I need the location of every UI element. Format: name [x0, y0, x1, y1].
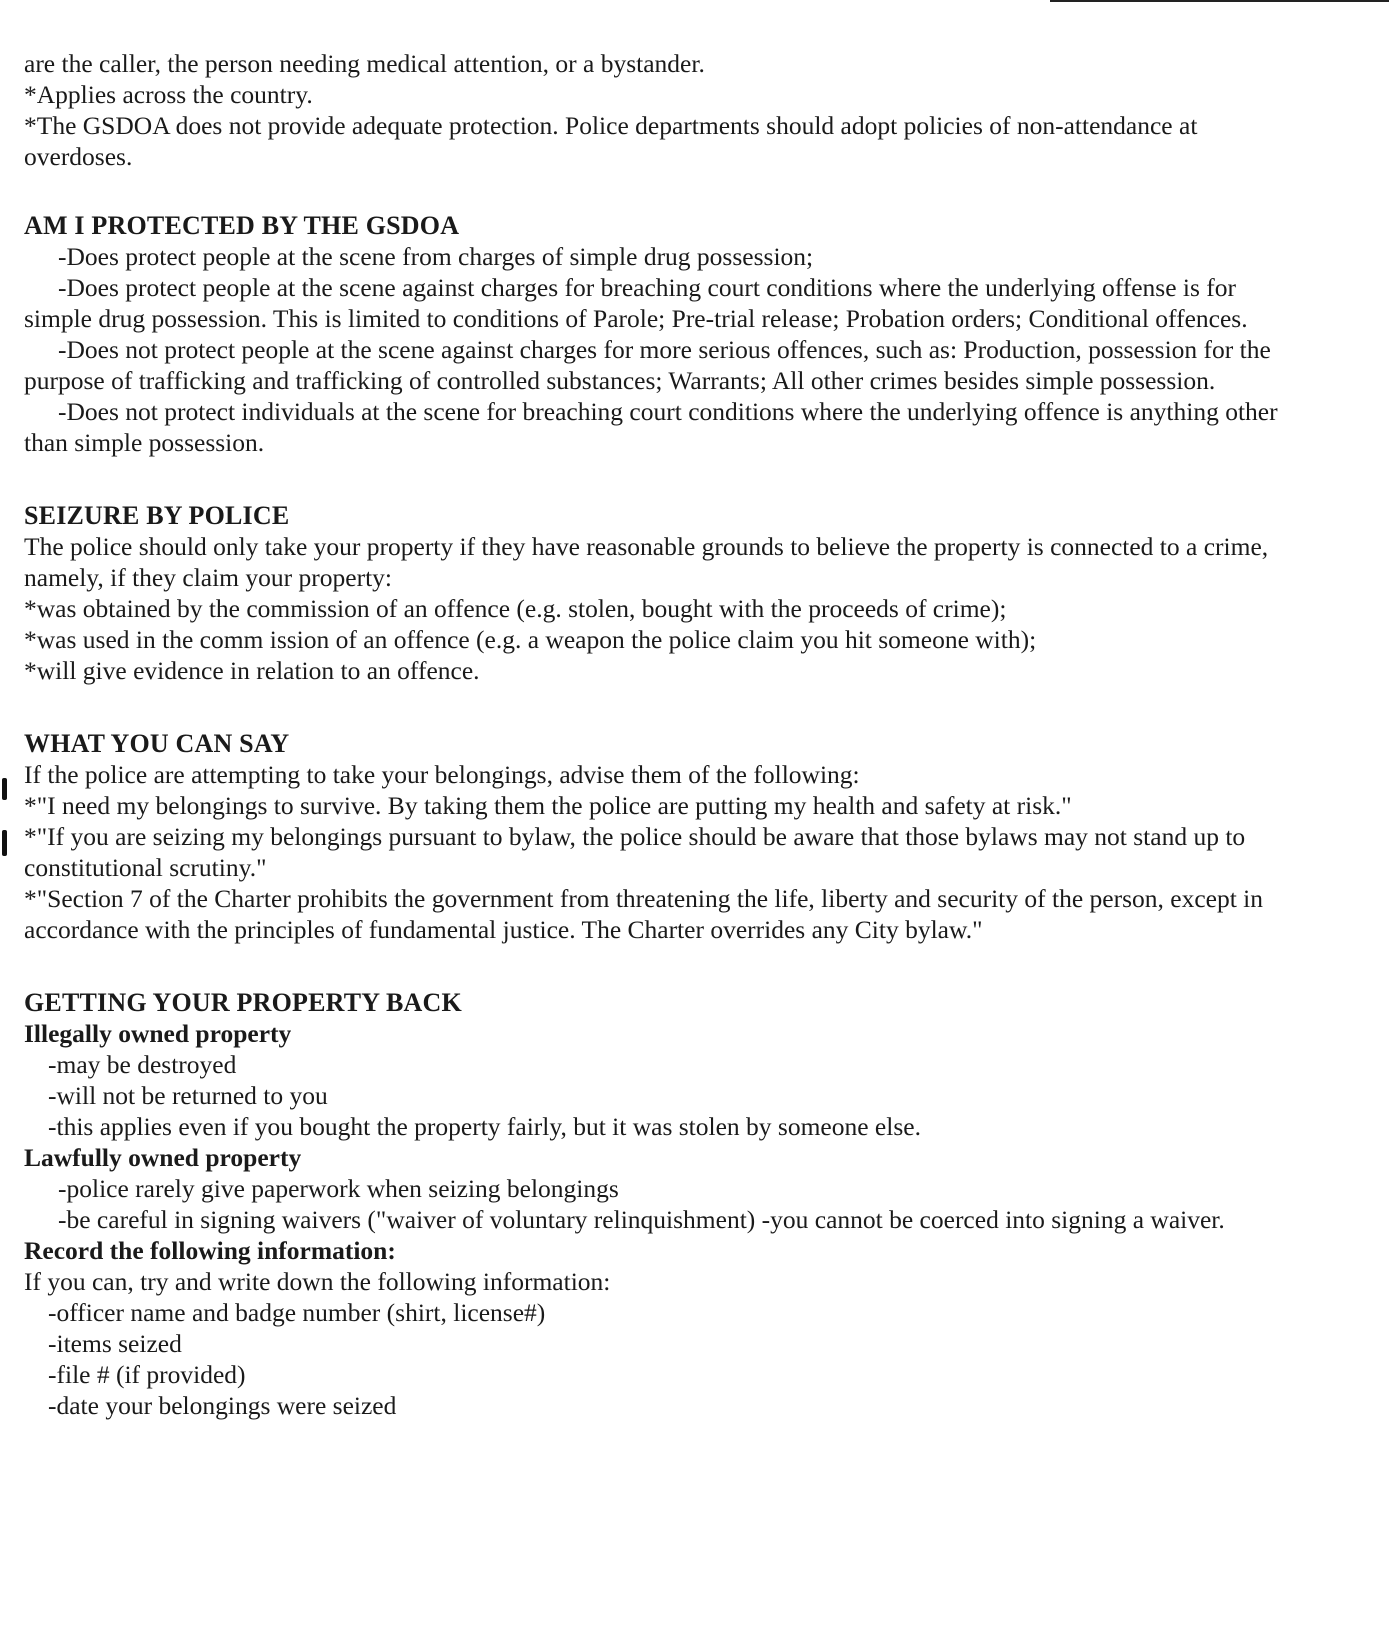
list-item: -Does protect people at the scene from charges of simple drug possession; [58, 242, 814, 271]
list-item: -officer name and badge number (shirt, license#) [48, 1298, 546, 1327]
list-item: *"If you are seizing my belongings pursuant to bylaw, the police should be aware that those bylaws may not stand up to constitutional scrutiny." [24, 822, 1246, 882]
intro-block [24, 48, 1294, 172]
list-item: -file # (if provided) [48, 1360, 246, 1389]
list-item: -may be destroyed [48, 1050, 237, 1079]
section-protected [24, 210, 1294, 458]
list-item: -will not be returned to you [48, 1081, 328, 1110]
list-item: *"Section 7 of the Charter prohibits the government from threatening the life, liberty and security of the person, except in accordance with the principles of fundamental justice. The Charter overrides any City bylaw." [24, 884, 1264, 944]
document-page [24, 48, 1294, 1421]
list-item: -date your belongings were seized [48, 1391, 397, 1420]
list-item: -Does not protect individuals at the scene for breaching court conditions where the underlying offence is anything other than simple possession. [24, 397, 1278, 457]
list-item: *was used in the comm ission of an offence (e.g. a weapon the police claim you hit someone with); [24, 625, 1037, 654]
intro-line: are the caller, the person needing medical attention, or a bystander. [24, 49, 705, 78]
list-item: -police rarely give paperwork when seizing belongings [58, 1174, 619, 1203]
section-heading: AM I PROTECTED BY THE GSDOA [24, 211, 460, 240]
intro-line: *Applies across the country. [24, 80, 313, 109]
list-item: -items seized [48, 1329, 182, 1358]
margin-mark [2, 830, 7, 856]
list-item: *was obtained by the commission of an offence (e.g. stolen, bought with the proceeds of crime); [24, 594, 1007, 623]
list-item: -be careful in signing waivers ("waiver of voluntary relinquishment) -you cannot be coerced into signing a waiver. [58, 1205, 1225, 1234]
subheading-illegal: Illegally owned property [24, 1019, 292, 1048]
section-heading: GETTING YOUR PROPERTY BACK [24, 988, 462, 1017]
section-intro: The police should only take your property if they have reasonable grounds to believe the property is connected to a crime, namely, if they claim your property: [24, 532, 1269, 592]
list-item: -Does not protect people at the scene against charges for more serious offences, such as: Production, possession for the purpose of trafficking and trafficking of controlled substances; Warrants; All other crimes besides simple possession. [24, 335, 1271, 395]
intro-line: *The GSDOA does not provide adequate protection. Police departments should adopt policies of non-attendance at overdoses. [24, 111, 1198, 171]
section-heading: SEIZURE BY POLICE [24, 501, 290, 530]
subheading-lawful: Lawfully owned property [24, 1143, 302, 1172]
section-intro: If you can, try and write down the following information: [24, 1267, 611, 1296]
section-intro: If the police are attempting to take your belongings, advise them of the following: [24, 760, 860, 789]
list-item: *will give evidence in relation to an offence. [24, 656, 480, 685]
list-item: -Does protect people at the scene against charges for breaching court conditions where the underlying offense is for simple drug possession. This is limited to conditions of Parole; Pre-trial release; Probation orders; Conditional offences. [24, 273, 1248, 333]
list-item: *"I need my belongings to survive. By taking them the police are putting my health and safety at risk." [24, 791, 1072, 820]
section-heading: WHAT YOU CAN SAY [24, 729, 290, 758]
margin-mark [2, 778, 7, 800]
list-item: -this applies even if you bought the property fairly, but it was stolen by someone else. [48, 1112, 921, 1141]
section-seizure [24, 500, 1294, 686]
section-what-you-can-say [24, 728, 1294, 945]
subheading-record: Record the following information: [24, 1236, 396, 1265]
top-rule [1050, 0, 1389, 2]
section-getting-property-back [24, 987, 1294, 1421]
